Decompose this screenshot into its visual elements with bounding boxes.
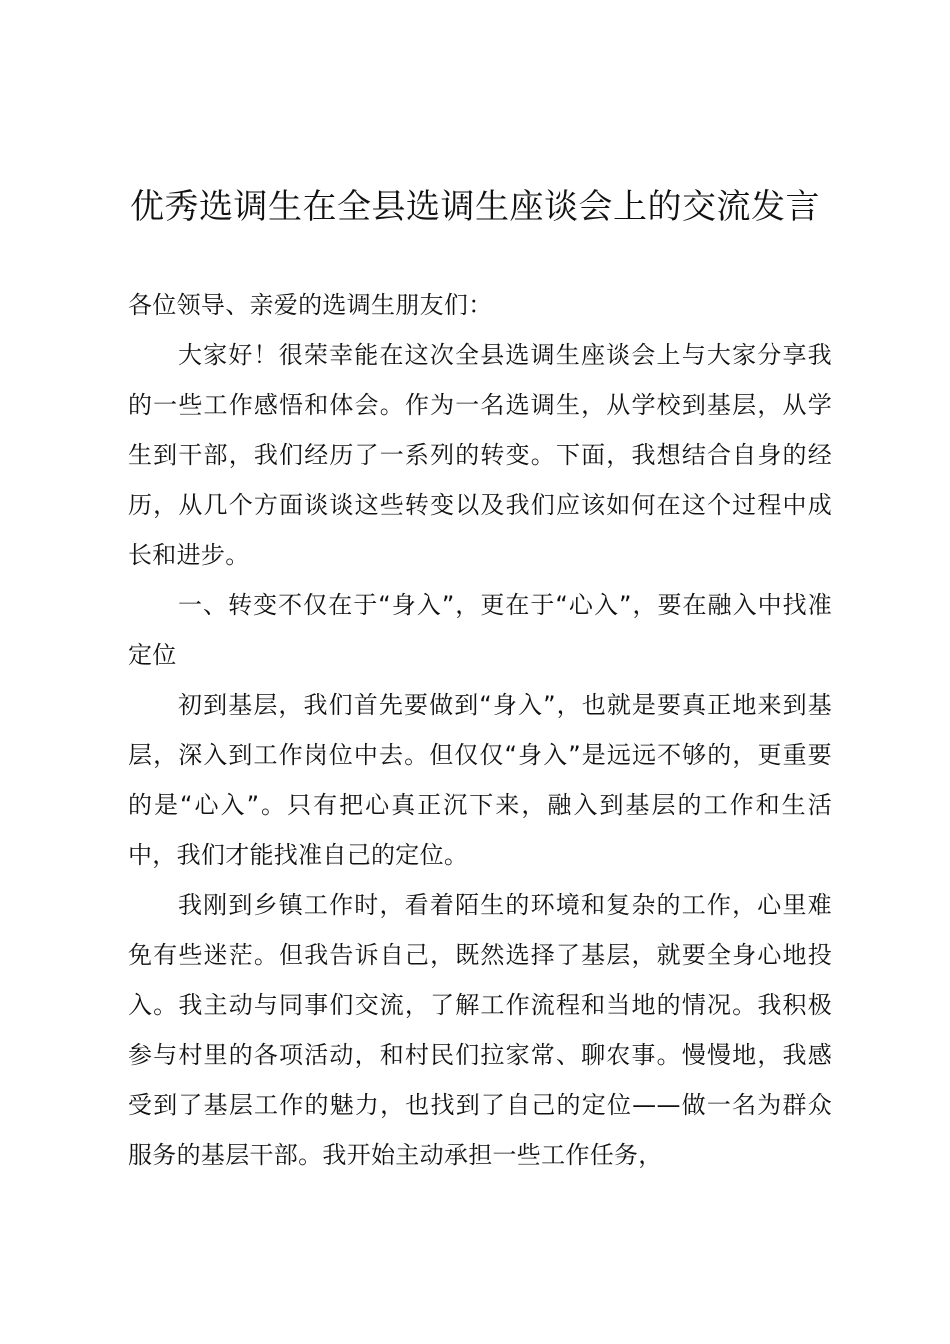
document-body: [128, 280, 832, 1180]
opening-paragraph: 大家好！很荣幸能在这次全县选调生座谈会上与大家分享我的一些工作感悟和体会。作为一名选调生，从学校到基层，从学生到干部，我们经历了一系列的转变。下面，我想结合自身的经历，从几个方面谈谈这些转变以及我们应该如何在这个过程中成长和进步。: [128, 341, 832, 569]
document-title: 优秀选调生在全县选调生座谈会上的交流发言: [130, 187, 820, 227]
body-paragraph: 初到基层，我们首先要做到“身入”，也就是要真正地来到基层，深入到工作岗位中去。但仅仅“身入”是远远不够的，更重要的是“心入”。只有把心真正沉下来，融入到基层的工作和生活中，我们才能找准自己的定位。: [128, 691, 832, 869]
section-heading-one: 一、转变不仅在于“身入”，更在于“心入”，要在融入中找准定位: [128, 591, 832, 669]
salutation-paragraph: 各位领导、亲爱的选调生朋友们：: [128, 291, 493, 319]
body-paragraph: 我刚到乡镇工作时，看着陌生的环境和复杂的工作，心里难免有些迷茫。但我告诉自己，既然选择了基层，就要全身心地投入。我主动与同事们交流，了解工作流程和当地的情况。我积极参与村里的各项活动，和村民们拉家常、聊农事。慢慢地，我感受到了基层工作的魅力，也找到了自己的定位——做一名为群众服务的基层干部。我开始主动承担一些工作任务，: [128, 891, 832, 1169]
